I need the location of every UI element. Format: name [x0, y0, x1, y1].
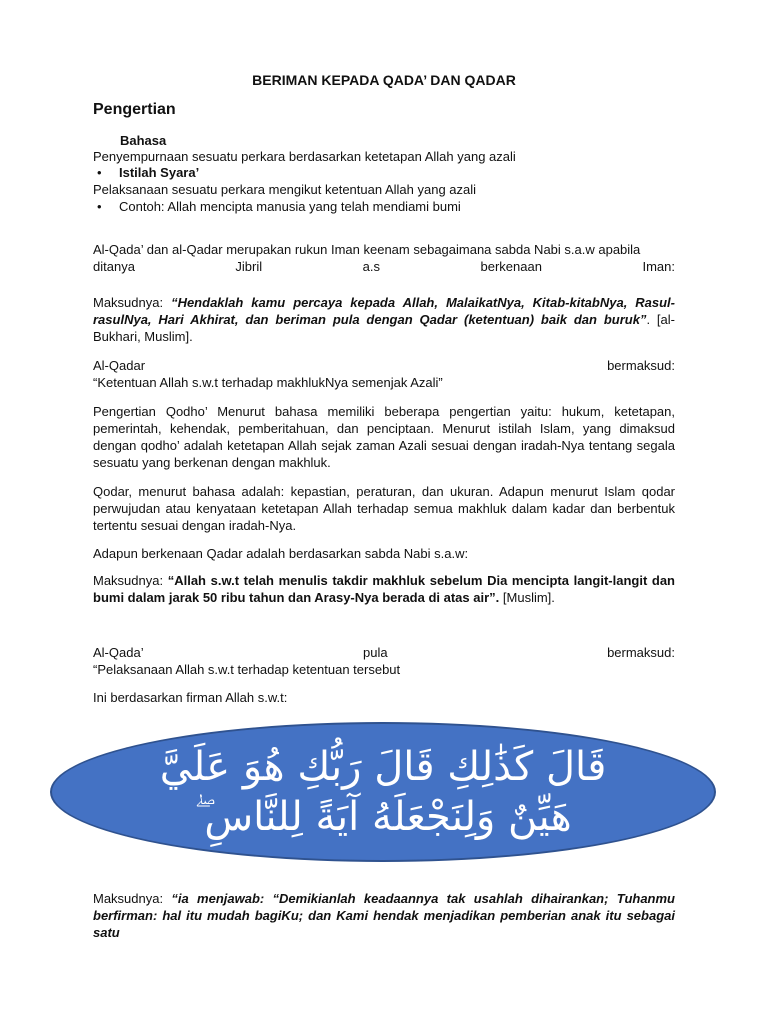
qada-definition: “Pelaksanaan Allah s.w.t terhadap ketentuan tersebut [93, 662, 401, 677]
qada-word: Al-Qada’ [93, 645, 144, 660]
maksud1-suffix: . [al-Bukhari, Muslim]. [93, 312, 675, 344]
qada-line [93, 644, 675, 661]
para1-word: a.s [362, 259, 380, 274]
qadar-definition: “Ketentuan Allah s.w.t terhadap makhlukNya semenjak Azali” [93, 375, 443, 390]
section-heading: Pengertian [93, 101, 176, 118]
qadar-word: Al-Qadar [93, 358, 146, 373]
para1-line2 [93, 258, 675, 275]
arabic-verse-line-1: قَالَ كَذَٰلِكِ قَالَ رَبُّكِ هُوَ عَلَيَّ [159, 744, 607, 790]
qodar-paragraph: Qodar, menurut bahasa adalah: kepastian, peraturan, dan ukuran. Adapun menurut Islam qodar perwujudan atau kenyataan ketetapan Allah terhadap semua makhluk dalam kadar dan berbentuk tertentu sesuai dengan iradah-Nya. [93, 484, 675, 533]
istilah-text: Pelaksanaan sesuatu perkara mengikut ketentuan Allah yang azali [93, 182, 477, 197]
para1-line1 [93, 241, 675, 258]
maksud2-quote: “Allah s.w.t telah menulis takdir makhluk sebelum Dia mencipta langit-langit dan bumi dalam jarak 50 ribu tahun dan Arasy-Nya berada di atas air”. [93, 573, 675, 605]
arabic-verse-line-2: هَيِّنٌ وَلِنَجْعَلَهُ آيَةً لِلنَّاسِ ۖ [194, 794, 572, 840]
maksud2-suffix: [Muslim]. [499, 590, 555, 605]
maksud1-prefix: Maksudnya: [93, 295, 172, 310]
qodho-paragraph: Pengertian Qodho’ Menurut bahasa memiliki beberapa pengertian yaitu: hukum, ketetapan, pemerintah, kehendak, pemberitahuan, dan penciptaan. Menurut istilah Islam, yang dimaksud dengan qodho’ adalah ketetapan Allah sejak zaman Azali sesuai dengan iradah-Nya tentang segala sesuatu yang berkenan dengan makhluk. [93, 404, 675, 470]
para1-word: Iman: [642, 259, 675, 274]
quran-verse-oval [50, 722, 716, 862]
maksud3-quote: “ia menjawab: “Demikianlah keadaannya tak usahlah dihairankan; Tuhanmu berfirman: hal itu mudah bagiKu; dan Kami hendak menjadikan pemberian anak itu sebagai satu [93, 891, 675, 940]
maksud2-paragraph [93, 572, 675, 606]
maksud2-prefix: Maksudnya: [93, 573, 168, 588]
maksud1-quote: “Hendaklah kamu percaya kepada Allah, MalaikatNya, Kitab-kitabNya, Rasul-rasulNya, Hari Akhirat, dan beriman pula dengan Qadar (ketentuan) baik dan buruk” [93, 295, 675, 327]
contoh-text: Contoh: Allah mencipta manusia yang telah mendiami bumi [119, 199, 461, 214]
istilah-label: Istilah Syara’ [119, 165, 200, 180]
adapun-text: Adapun berkenaan Qadar adalah berdasarkan sabda Nabi s.a.w: [93, 546, 469, 561]
para1-word: ditanya [93, 259, 135, 274]
bahasa-label: Bahasa [120, 133, 167, 148]
bullet-dot: • [97, 199, 102, 214]
qada-word: bermaksud: [607, 645, 675, 660]
qada-word: pula [363, 645, 388, 660]
para1-line1-text: Al-Qada’ dan al-Qadar merupakan rukun Iman keenam sebagaimana sabda Nabi s.a.w apabila [93, 242, 641, 257]
firman-text: Ini berdasarkan firman Allah s.w.t: [93, 690, 288, 705]
para1-word: Jibril [235, 259, 263, 274]
qadar-line [93, 357, 675, 374]
para1-word: berkenaan [480, 259, 542, 274]
bullet-dot: • [97, 165, 102, 180]
maksud1-paragraph [93, 294, 675, 345]
qadar-word: bermaksud: [607, 358, 675, 373]
maksud3-prefix: Maksudnya: [93, 891, 172, 906]
document-title: BERIMAN KEPADA QADA’ DAN QADAR [252, 72, 516, 88]
maksud3-paragraph [93, 890, 675, 941]
bahasa-text: Penyempurnaan sesuatu perkara berdasarkan ketetapan Allah yang azali [93, 149, 516, 164]
